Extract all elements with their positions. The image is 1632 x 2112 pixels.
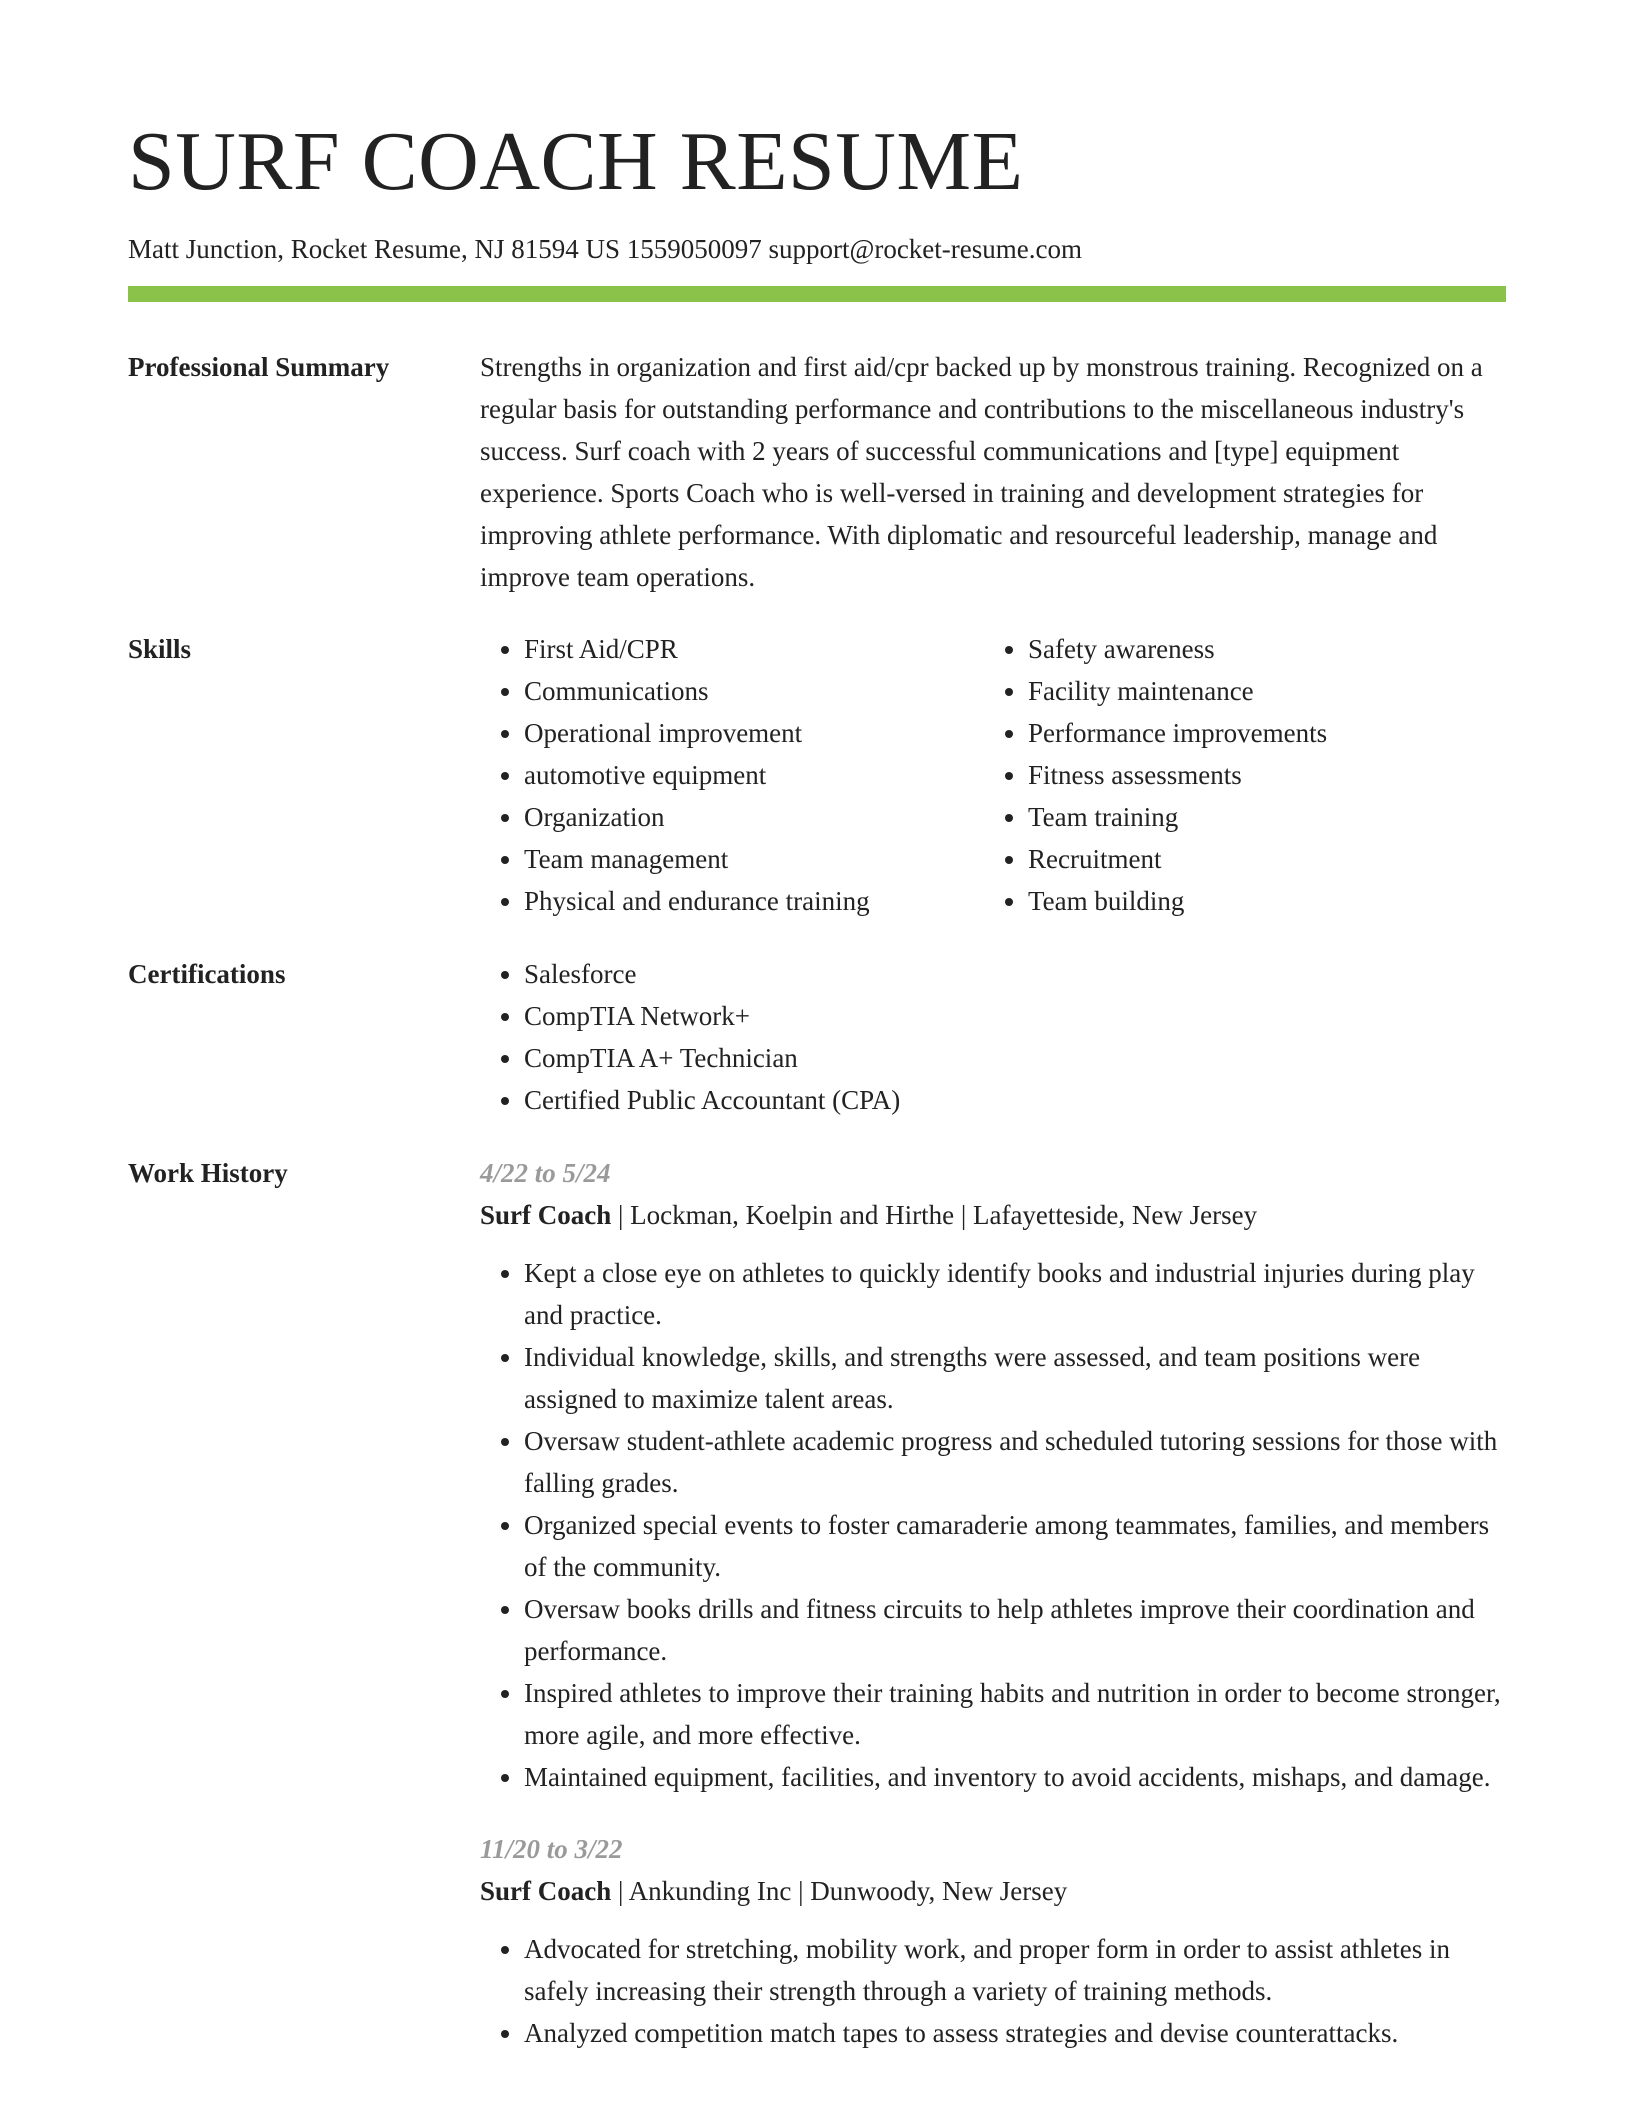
skill-item: • Safety awareness [1028,628,1488,670]
job-bullet: • Oversaw student-athlete academic progress and scheduled tutoring sessions for those with falling grades. [524,1420,1506,1504]
skill-item: • Team training [1028,796,1488,838]
certification-item: • Certified Public Accountant (CPA) [524,1079,1506,1121]
certification-item: • CompTIA Network+ [524,995,1506,1037]
skill-item: • Team building [1028,880,1488,922]
job-entry [480,1152,1506,1798]
skill-item: • Recruitment [1028,838,1488,880]
job-bullet: • Individual knowledge, skills, and strengths were assessed, and team positions were assigned to maximize talent areas. [524,1336,1506,1420]
job-employer-location: | Lockman, Koelpin and Hirthe | Lafayetteside, New Jersey [611,1200,1258,1230]
job-bullet: • Organized special events to foster camaraderie among teammates, families, and members of the community. [524,1504,1506,1588]
skill-item: • Physical and endurance training [524,880,984,922]
skill-item: • Organization [524,796,984,838]
skill-item: • Performance improvements [1028,712,1488,754]
work-history-body [480,1152,1506,2084]
skill-item: • Communications [524,670,984,712]
certifications-heading: Certifications [128,959,286,989]
job-bullet: • Advocated for stretching, mobility work, and proper form in order to assist athletes in safely increasing their strength through a variety of training methods. [524,1928,1506,2012]
skill-item: • Facility maintenance [1028,670,1488,712]
certification-item: • CompTIA A+ Technician [524,1037,1506,1079]
summary-body [480,346,1506,598]
job-bullet: • Oversaw books drills and fitness circuits to help athletes improve their coordination and performance. [524,1588,1506,1672]
job-entry [480,1828,1506,2054]
skills-body [480,628,1506,922]
skills-column-right [984,628,1488,922]
skills-heading: Skills [128,634,192,664]
job-title-line [480,1870,1506,1912]
job-dates: 4/22 to 5/24 [480,1158,611,1188]
skill-item: • Team management [524,838,984,880]
job-employer-location: | Ankunding Inc | Dunwoody, New Jersey [611,1876,1068,1906]
job-bullet: • Maintained equipment, facilities, and inventory to avoid accidents, mishaps, and damage. [524,1756,1506,1798]
job-position: Surf Coach [480,1876,612,1906]
summary-heading: Professional Summary [128,352,390,382]
job-bullet: • Analyzed competition match tapes to assess strategies and devise counterattacks. [524,2012,1506,2054]
job-title-line [480,1194,1506,1236]
job-dates: 11/20 to 3/22 [480,1834,623,1864]
certification-item: • Salesforce [524,953,1506,995]
accent-divider [128,286,1506,302]
resume-title: SURF COACH RESUME [128,115,1024,208]
skill-item: • First Aid/CPR [524,628,984,670]
work-history-heading: Work History [128,1158,288,1188]
skills-column-left [480,628,984,922]
skill-item: • Fitness assessments [1028,754,1488,796]
job-position: Surf Coach [480,1200,612,1230]
summary-text: Strengths in organization and first aid/cpr backed up by monstrous training. Recognized on a regular basis for outstanding performance and contributions to the miscellaneous industry's success. Surf coach with 2 years of successful communications and [type] equipment experience. Sports Coach who is well-versed in training and development strategies for improving athlete performance. With diplomatic and resourceful leadership, manage and improve team operations. [480,352,1483,592]
job-bullet: • Kept a close eye on athletes to quickly identify books and industrial injuries during play and practice. [524,1252,1506,1336]
job-bullet: • Inspired athletes to improve their training habits and nutrition in order to become stronger, more agile, and more effective. [524,1672,1506,1756]
skill-item: • Operational improvement [524,712,984,754]
skill-item: • automotive equipment [524,754,984,796]
certifications-body [480,953,1506,1121]
contact-line: Matt Junction, Rocket Resume, NJ 81594 US 1559050097 support@rocket-resume.com [128,234,1082,264]
